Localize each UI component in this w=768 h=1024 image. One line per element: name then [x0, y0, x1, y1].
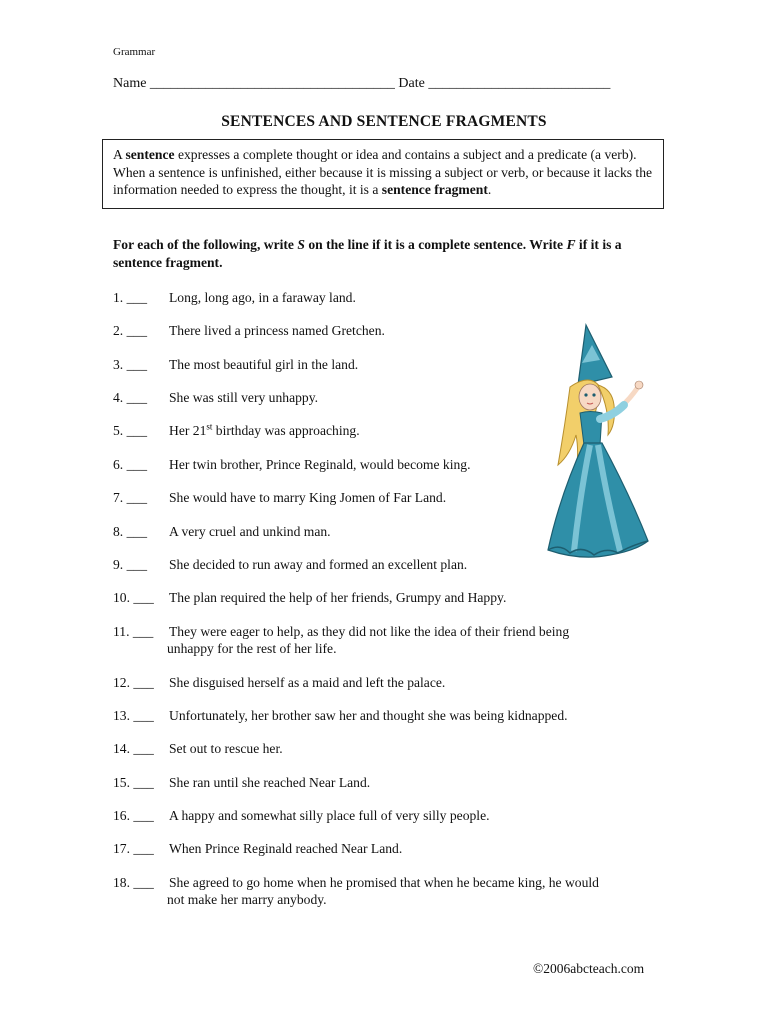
- definition-text-3: .: [487, 182, 492, 197]
- item-number[interactable]: 7. ___: [113, 490, 147, 505]
- instructions-f: F: [566, 237, 576, 252]
- item-text: Set out to rescue her.: [169, 741, 283, 756]
- item-text-continued: not make her marry anybody.: [167, 892, 327, 907]
- item-text: She agreed to go home when he promised that when he became king, he would: [169, 875, 599, 890]
- item-text: When Prince Reginald reached Near Land.: [169, 841, 403, 856]
- item-number[interactable]: 2. ___: [113, 323, 147, 338]
- instructions-c: if it is a sentence fragment.: [113, 237, 622, 270]
- item-number[interactable]: 11. ___: [113, 624, 154, 639]
- item-number[interactable]: 16. ___: [113, 808, 154, 823]
- item-text: The plan required the help of her friends, Grumpy and Happy.: [169, 590, 507, 605]
- item-text: They were eager to help, as they did not like the idea of their friend being: [169, 624, 570, 639]
- definition-text-2: expresses a complete thought or idea and contains a subject and a predicate (a verb). When a sentence is unfinished, either because it is missing a subject or verb, or because it lacks the information needed to express the thought, it is a: [113, 147, 653, 197]
- item-number[interactable]: 10. ___: [113, 590, 154, 605]
- item-text: There lived a princess named Gretchen.: [169, 323, 385, 338]
- subject-label: Grammar: [113, 46, 156, 58]
- definition-text-1: A: [113, 147, 126, 162]
- item-number[interactable]: 15. ___: [113, 775, 154, 790]
- item-text: She would have to marry King Jomen of Far Land.: [169, 490, 447, 505]
- page-title: SENTENCES AND SENTENCE FRAGMENTS: [221, 113, 547, 130]
- item-number[interactable]: 1. ___: [113, 290, 147, 305]
- item-text: Unfortunately, her brother saw her and thought she was being kidnapped.: [169, 708, 568, 723]
- instructions-b: on the line if it is a complete sentence. Write: [304, 237, 567, 252]
- item-number[interactable]: 14. ___: [113, 741, 154, 756]
- item-text: Long, long ago, in a faraway land.: [169, 290, 356, 305]
- name-date-line: Name ___________________________________ Date __________________________: [113, 76, 611, 91]
- item-number[interactable]: 4. ___: [113, 390, 147, 405]
- item-text: A very cruel and unkind man.: [169, 524, 331, 539]
- item-text: Her twin brother, Prince Reginald, would become king.: [169, 457, 471, 472]
- item-number[interactable]: 17. ___: [113, 841, 154, 856]
- item-text: She ran until she reached Near Land.: [169, 775, 371, 790]
- item-number[interactable]: 12. ___: [113, 675, 154, 690]
- item-text: She decided to run away and formed an excellent plan.: [169, 557, 468, 572]
- item-number[interactable]: 8. ___: [113, 524, 147, 539]
- item-text-continued: unhappy for the rest of her life.: [167, 641, 337, 656]
- item-number[interactable]: 9. ___: [113, 557, 147, 572]
- definition-term-sentence: sentence: [125, 147, 175, 162]
- item-number[interactable]: 6. ___: [113, 457, 147, 472]
- item-text: She disguised herself as a maid and left the palace.: [169, 675, 446, 690]
- item-number[interactable]: 5. ___: [113, 423, 147, 438]
- instructions-s: S: [297, 237, 305, 252]
- item-text: A happy and somewhat silly place full of very silly people.: [169, 808, 490, 823]
- instructions: [113, 236, 673, 272]
- item-number[interactable]: 18. ___: [113, 875, 154, 890]
- item-text-post: birthday was approaching.: [212, 423, 360, 438]
- item-text-pre: Her 21: [169, 423, 207, 438]
- copyright-footer: ©2006abcteach.com: [533, 961, 645, 976]
- item-number[interactable]: 13. ___: [113, 708, 154, 723]
- item-text: The most beautiful girl in the land.: [169, 357, 359, 372]
- item-text: She was still very unhappy.: [169, 390, 319, 405]
- item-text-sup: st: [206, 421, 213, 432]
- instructions-a: For each of the following, write: [113, 237, 298, 252]
- princess-illustration: [540, 315, 660, 565]
- definition-box: [102, 139, 664, 209]
- item-number[interactable]: 3. ___: [113, 357, 147, 372]
- definition-term-fragment: sentence fragment: [381, 182, 488, 197]
